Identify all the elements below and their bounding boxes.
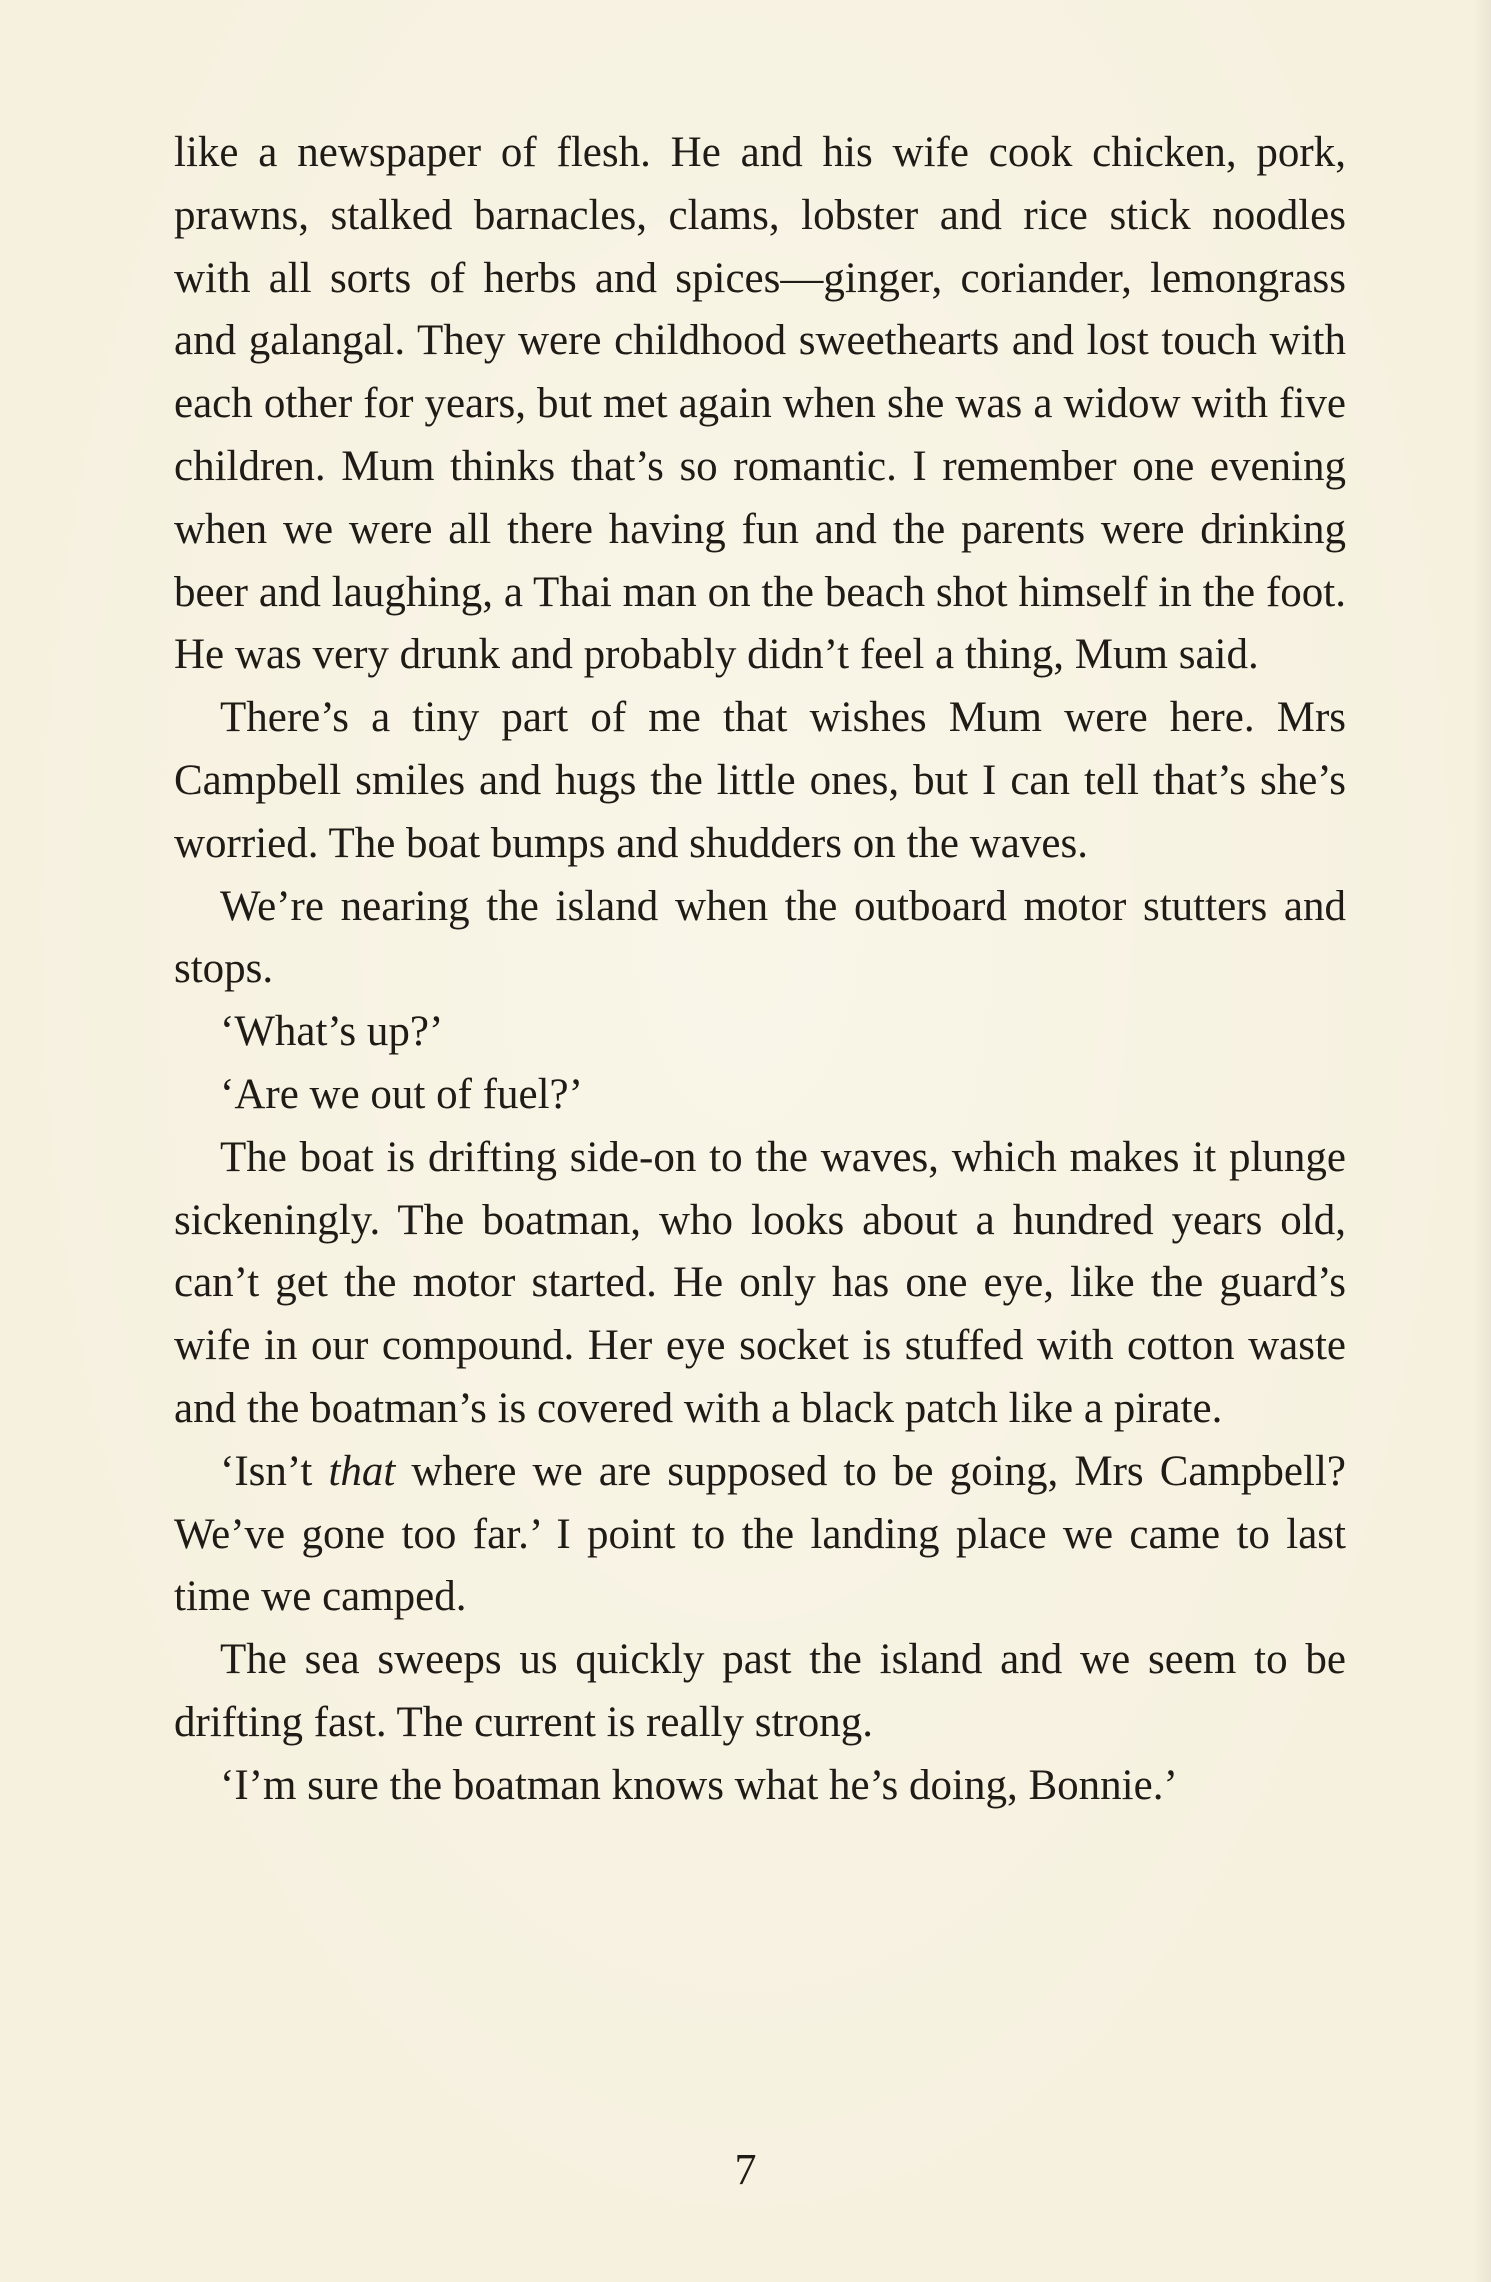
text-segment: ‘Isn’t	[220, 1447, 329, 1495]
page-edge-shadow	[1473, 0, 1491, 2282]
text-segment: ‘Are we out of fuel?’	[220, 1070, 583, 1118]
page-number: 7	[734, 2145, 757, 2194]
text-segment: The boat is drifting side-on to the waves, which makes it plunge sickeningly. The boatman, who looks about a hundred years old, can’t get the motor started. He only has one eye, like the guard’s wife in our compound. Her eye socket is stuffed with cotton waste and the boatman’s is covered with a black patch like a pirate.	[174, 1133, 1346, 1432]
dialogue-line	[174, 1001, 1346, 1064]
dialogue-line	[174, 1755, 1346, 1818]
body-text	[174, 122, 1346, 1818]
text-segment: We’re nearing the island when the outboard motor stutters and stops.	[174, 882, 1346, 993]
dialogue-line	[174, 1064, 1346, 1127]
emphasized-text: that	[328, 1447, 396, 1495]
paragraph	[174, 1629, 1346, 1755]
text-segment: The sea sweeps us quickly past the island and we seem to be drifting fast. The current is really strong.	[174, 1636, 1346, 1746]
text-segment: like a newspaper of flesh. He and his wife cook chicken, pork, prawns, stalked barnacles, clams, lobster and rice stick noodles with all sorts of herbs and spices—ginger, coriander, lemongrass and galangal. They were childhood sweethearts and lost touch with each other for years, but met again when she was a widow with five children. Mum thinks that’s so romantic. I remember one evening when we were all there having fun and the parents were drinking beer and laughing, a Thai man on the beach shot himself in the foot. He was very drunk and probably didn’t feel a thing, Mum said.	[174, 129, 1346, 679]
text-segment: ‘I’m sure the boatman knows what he’s doing, Bonnie.’	[220, 1761, 1178, 1809]
text-segment: where we are supposed to be going, Mrs Campbell? We’ve gone too far.’ I point to the landing place we came to last time we camped.	[174, 1447, 1346, 1621]
paragraph	[174, 1441, 1346, 1629]
paragraph	[174, 687, 1346, 875]
paragraph	[174, 122, 1346, 687]
paragraph	[174, 1127, 1346, 1441]
text-segment: ‘What’s up?’	[220, 1008, 444, 1056]
text-segment: There’s a tiny part of me that wishes Mum were here. Mrs Campbell smiles and hugs the little ones, but I can tell that’s she’s worried. The boat bumps and shudders on the waves.	[174, 694, 1346, 867]
paragraph	[174, 876, 1346, 1002]
